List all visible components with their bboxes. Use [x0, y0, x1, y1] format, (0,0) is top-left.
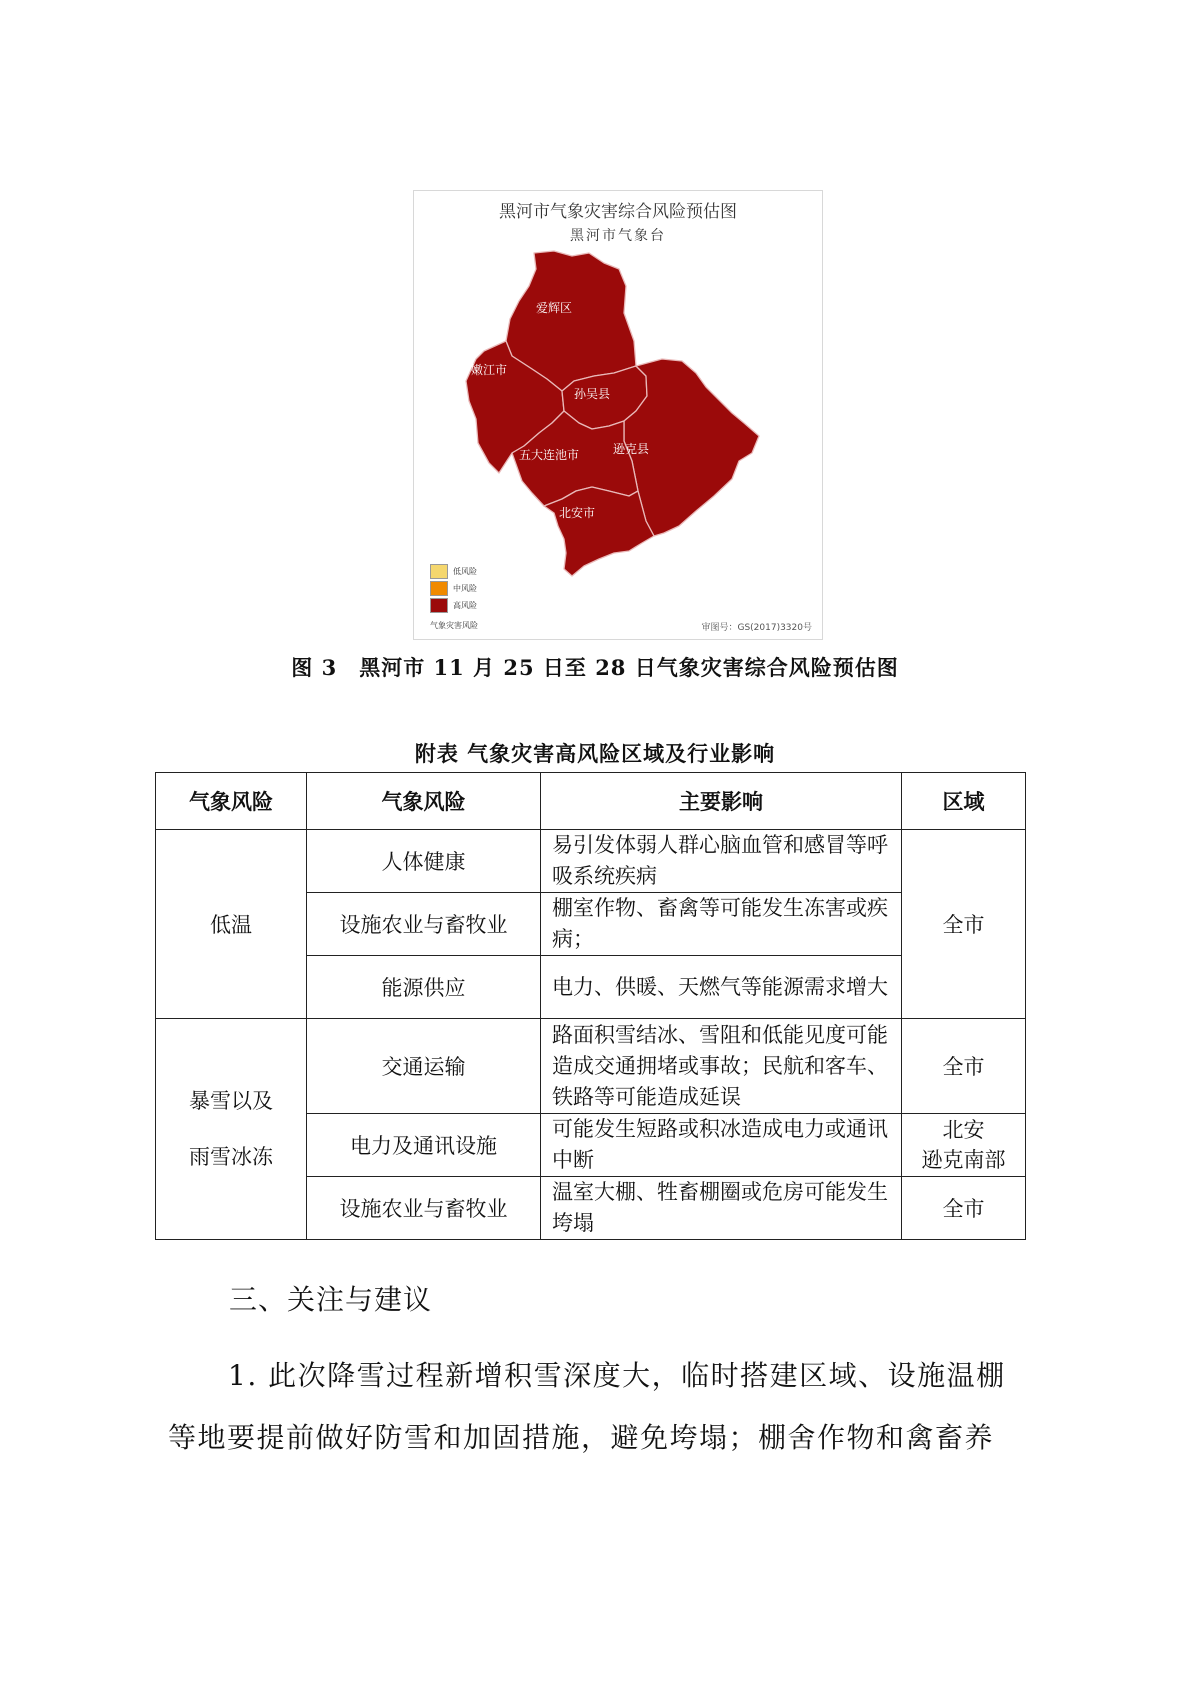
effect-cell: 温室大棚、牲畜棚圈或危房可能发生垮塌	[541, 1177, 902, 1240]
legend-label-medium: 中风险	[453, 584, 477, 593]
table-header-row	[156, 773, 1026, 830]
industry-cell: 能源供应	[307, 956, 541, 1019]
map-region-beian	[544, 487, 654, 576]
legend-item-medium	[430, 580, 478, 597]
legend-item-low	[430, 563, 478, 580]
region-line: 北安	[942, 1118, 985, 1142]
industry-cell: 设施农业与畜牧业	[307, 893, 541, 956]
risk-line: 暴雪以及	[189, 1089, 273, 1113]
table-title: 附表 气象灾害高风险区域及行业影响	[414, 741, 776, 766]
region-cell: 全市	[902, 1019, 1026, 1114]
region-label-wudalianchi: 五大连池市	[518, 448, 580, 462]
figure-caption: 图 3 黑河市 11 月 25 日至 28 日气象灾害综合风险预估图	[291, 655, 899, 680]
industry-cell: 电力及通讯设施	[307, 1114, 541, 1177]
effect-cell: 路面积雪结冰、雪阻和低能见度可能造成交通拥堵或事故；民航和客车、铁路等可能造成延误	[541, 1019, 902, 1114]
legend-swatch-high	[430, 598, 448, 613]
region-label-beian: 北安市	[558, 506, 596, 520]
map-approval-number: 审图号：GS(2017)3320号	[701, 623, 812, 633]
impact-table	[155, 772, 1026, 1240]
region-line: 逊克南部	[921, 1148, 1006, 1172]
industry-cell: 交通运输	[307, 1019, 541, 1114]
region-cell	[902, 1114, 1026, 1177]
legend-caption: 气象灾害风险	[430, 621, 478, 630]
header-industry: 气象风险	[307, 773, 541, 830]
body-paragraph: 1. 此次降雪过程新增积雪深度大，临时搭建区域、设施温棚等地要提前做好防雪和加固措施，避免垮塌；棚舍作物和禽畜养	[168, 1359, 1006, 1454]
legend-label-low: 低风险	[453, 567, 477, 576]
header-risk: 气象风险	[156, 773, 307, 830]
risk-line: 雨雪冰冻	[189, 1145, 273, 1169]
risk-cell-snowstorm	[156, 1019, 307, 1240]
risk-map-figure	[413, 190, 823, 640]
map-subtitle: 黑河市气象台	[570, 228, 666, 244]
section-heading: 三、关注与建议	[229, 1283, 433, 1316]
region-label-sunwu: 孙吴县	[573, 387, 611, 401]
effect-cell: 可能发生短路或积冰造成电力或通讯中断	[541, 1114, 902, 1177]
region-label-aihui: 爱辉区	[535, 301, 573, 315]
region-cell: 全市	[902, 1177, 1026, 1240]
effect-cell: 易引发体弱人群心脑血管和感冒等呼吸系统疾病	[541, 830, 902, 893]
legend-swatch-medium	[430, 581, 448, 596]
region-label-xunke: 逊克县	[612, 442, 650, 456]
header-region: 区域	[902, 773, 1026, 830]
table-row	[156, 1019, 1026, 1114]
effect-cell: 棚室作物、畜禽等可能发生冻害或疾病；	[541, 893, 902, 956]
region-label-nenjiang: 嫩江市	[470, 363, 508, 377]
legend-item-high	[430, 597, 478, 614]
risk-cell-low-temp: 低温	[156, 830, 307, 1019]
map-legend	[430, 563, 478, 631]
effect-cell: 电力、供暖、天燃气等能源需求增大	[541, 956, 902, 1019]
legend-swatch-low	[430, 564, 448, 579]
map-title: 黑河市气象灾害综合风险预估图	[499, 202, 737, 222]
table-row	[156, 830, 1026, 893]
industry-cell: 设施农业与畜牧业	[307, 1177, 541, 1240]
legend-label-high: 高风险	[453, 601, 477, 610]
industry-cell: 人体健康	[307, 830, 541, 893]
header-effect: 主要影响	[541, 773, 902, 830]
region-cell: 全市	[902, 830, 1026, 1019]
